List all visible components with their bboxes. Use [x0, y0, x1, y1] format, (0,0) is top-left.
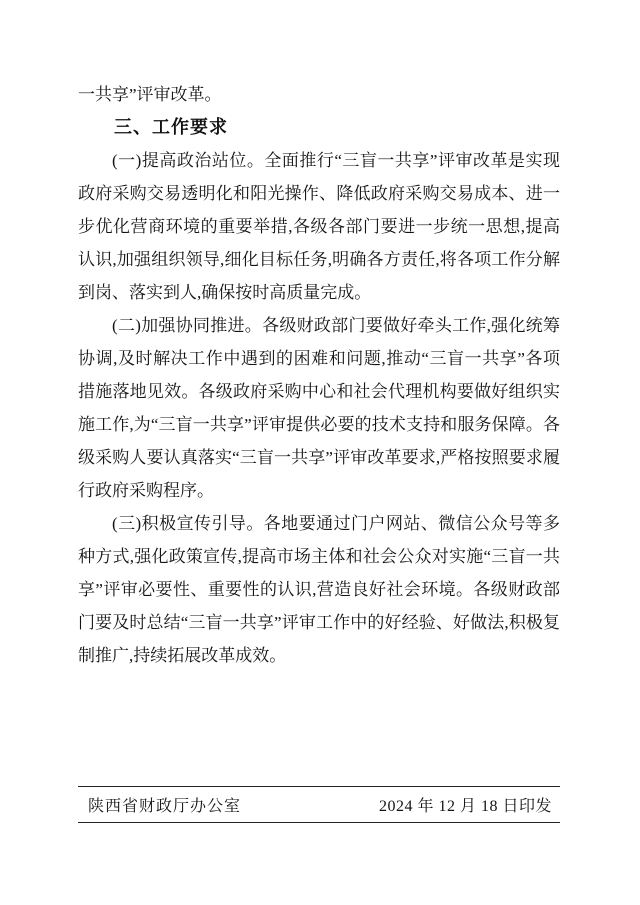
document-footer — [78, 786, 560, 823]
continuation-line: 一共享”评审改革。 — [78, 85, 222, 104]
document-body — [78, 78, 560, 672]
section-heading: 三、工作要求 — [114, 117, 228, 137]
paragraph-1: (一)提高政治站位。全面推行“三盲一共享”评审改革是实现政府采购交易透明化和阳光操作、降低政府采购交易成本、进一步优化营商环境的重要举措,各级各部门要进一步统一思想,提高认识,加强组织领导,细化目标任务,明确各方责任,将各项工作分解到岗、落实到人,确保按时高质量完成。 — [78, 151, 560, 302]
print-date: 2024 年 12 月 18 日印发 — [378, 798, 552, 815]
paragraph-2: (二)加强协同推进。各级财政部门要做好牵头工作,强化统筹协调,及时解决工作中遇到的困难和问题,推动“三盲一共享”各项措施落地见效。各级政府采购中心和社会代理机构要做好组织实施工作,为“三盲一共享”评审提供必要的技术支持和服务保障。各级采购人要认真落实“三盲一共享”评审改革要求,严格按照要求履行政府采购程序。 — [78, 316, 560, 500]
issuing-office: 陕西省财政厅办公室 — [88, 798, 242, 815]
paragraph-3: (三)积极宣传引导。各地要通过门户网站、微信公众号等多种方式,强化政策宣传,提高市场主体和社会公众对实施“三盲一共享”评审必要性、重要性的认识,营造良好社会环境。各级财政部门要及时总结“三盲一共享”评审工作中的好经验、好做法,积极复制推广,持续拓展改革成效。 — [78, 514, 560, 665]
